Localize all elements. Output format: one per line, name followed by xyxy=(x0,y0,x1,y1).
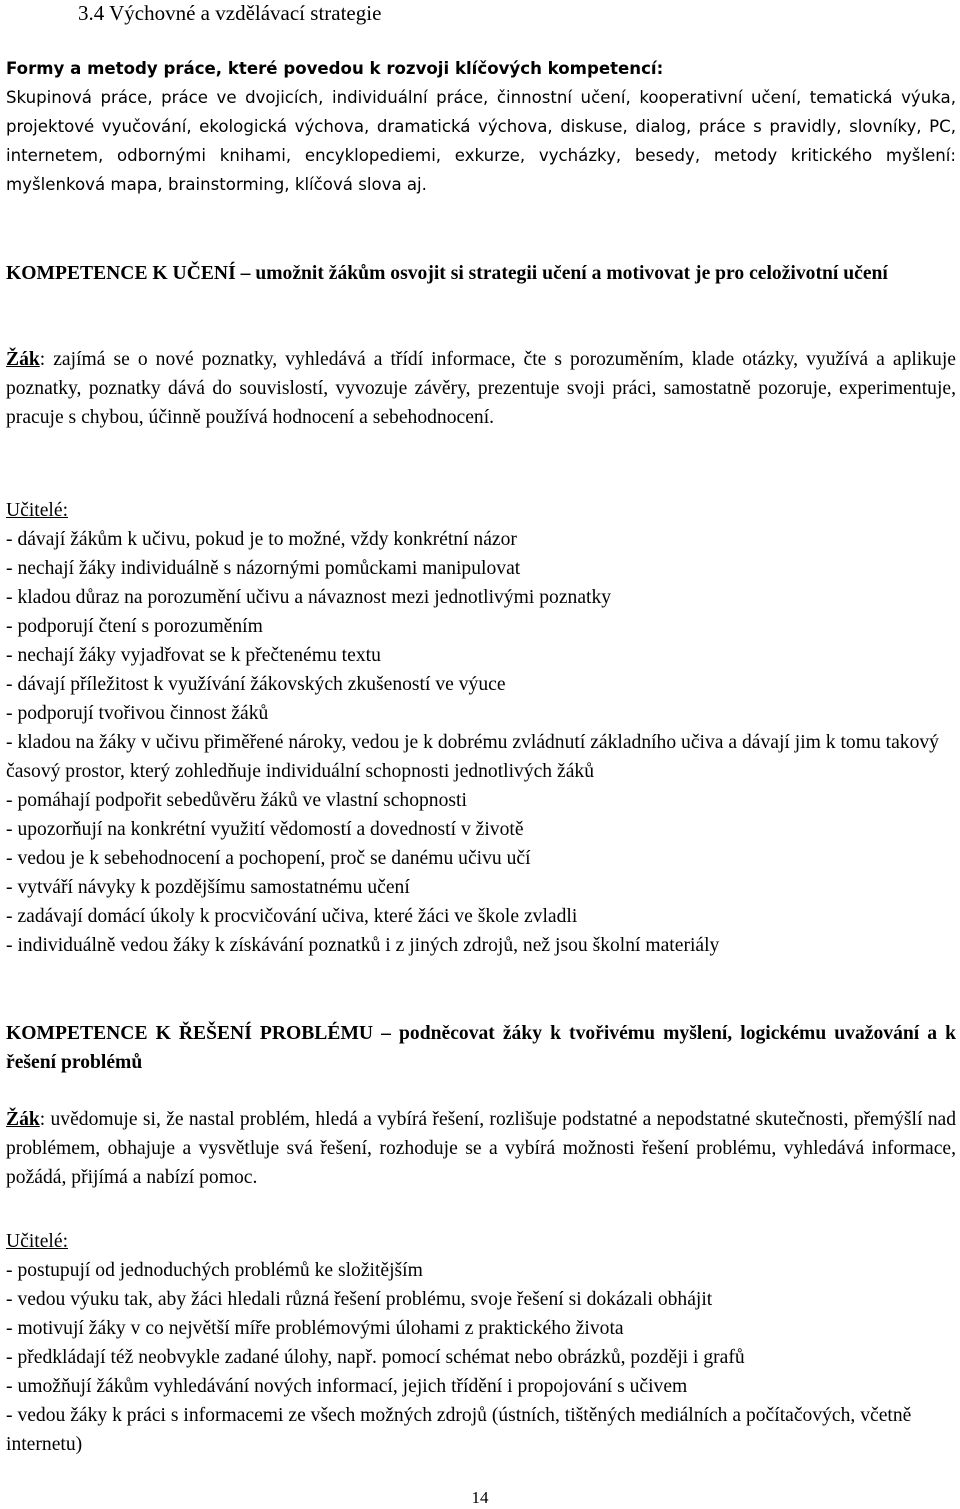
list-dash: - xyxy=(6,558,18,579)
list-dash: - xyxy=(6,674,18,695)
problems-competence-heading xyxy=(6,1019,956,1077)
problems-pupil-paragraph xyxy=(6,1105,956,1192)
list-item xyxy=(6,844,956,873)
list-dash: - xyxy=(6,1289,18,1310)
list-item-text: podporují čtení s porozuměním xyxy=(17,616,263,637)
list-item-text: umožňují žákům vyhledávání nových informací, jejich třídění i propojování s učivem xyxy=(17,1376,688,1397)
list-item-text: individuálně vedou žáky k získávání poznatků i z jiných zdrojů, než jsou školní materiály xyxy=(17,935,720,956)
list-dash: - xyxy=(6,587,18,608)
page-number: 14 xyxy=(471,1488,489,1507)
learning-pupil-paragraph xyxy=(6,345,956,432)
list-dash: - xyxy=(6,1347,18,1368)
list-item-text: kladou na žáky v učivu přiměřené nároky, vedou je k dobrému zvládnutí základního učiva a dávají jim k tomu takový časový prostor, který zohledňuje individuální schopnosti jednotlivých žáků xyxy=(6,732,939,782)
list-dash: - xyxy=(6,529,18,550)
learning-competence-goal: umožnit žákům osvojit si strategii učení a motivovat je pro celoživotní učení xyxy=(255,263,888,284)
learning-pupil-label: Žák xyxy=(6,349,40,370)
list-item-text: motivují žáky v co největší míře problémovými úlohami z praktického života xyxy=(17,1318,624,1339)
forms-paragraph xyxy=(6,54,956,199)
problems-teachers-label: Učitelé: xyxy=(6,1231,69,1252)
list-item xyxy=(6,1372,956,1401)
learning-dash: – xyxy=(240,263,256,284)
learning-pupil-text: : zajímá se o nové poznatky, vyhledává a třídí informace, čte s porozuměním, klade otázky, využívá a aplikuje poznatky, poznatky dává do souvislostí, vyvozuje závěry, prezentuje svoji práci, samostatně pozoruje, experimentuje, pracuje s chybou, účinně používá hodnocení a sebehodnocení. xyxy=(6,349,956,428)
list-dash: - xyxy=(6,616,18,637)
list-item xyxy=(6,1256,956,1285)
list-dash: - xyxy=(6,790,18,811)
list-dash: - xyxy=(6,848,18,869)
list-item xyxy=(6,1343,956,1372)
list-item-text: pomáhají podpořit sebedůvěru žáků ve vlastní schopnosti xyxy=(17,790,467,811)
list-item-text: vytváří návyky k pozdějšímu samostatnému učení xyxy=(17,877,410,898)
list-item-text: vedou žáky k práci s informacemi ze všech možných zdrojů (ústních, tištěných mediálních a počítačových, včetně internetu) xyxy=(6,1405,912,1455)
problems-pupil-text: : uvědomuje si, že nastal problém, hledá a vybírá řešení, rozlišuje podstatné a nepodstatné skutečnosti, přemýšlí nad problémem, obhajuje a vysvětluje svá řešení, rozhoduje se a vybírá možnosti řešení problému, vyhledává informace, požádá, přijímá a nabízí pomoc. xyxy=(6,1109,956,1188)
list-item xyxy=(6,554,956,583)
forms-subheading: Formy a metody práce, které povedou k rozvoji klíčových kompetencí: xyxy=(6,59,664,78)
list-item xyxy=(6,786,956,815)
list-dash: - xyxy=(6,1405,18,1426)
list-item xyxy=(6,670,956,699)
list-item xyxy=(6,1285,956,1314)
list-dash: - xyxy=(6,906,18,927)
learning-competence-heading xyxy=(6,259,956,288)
list-item xyxy=(6,641,956,670)
forms-text: Skupinová práce, práce ve dvojicích, individuální práce, činnostní učení, kooperativní učení, tematická výuka, projektové vyučování, ekologická výchova, dramatická výchova, diskuse, dialog, práce s pravidly, slovníky, PC, internetem, odbornými knihami, encyklopediemi, exkurze, vycházky, besedy, metody kritického myšlení: myšlenková mapa, brainstorming, klíčová slova aj. xyxy=(6,88,956,194)
list-item xyxy=(6,1401,956,1459)
section-heading: 3.4 Výchovné a vzdělávací strategie xyxy=(78,1,382,25)
learning-teachers-label: Učitelé: xyxy=(6,500,69,521)
list-item xyxy=(6,612,956,641)
list-item-text: nechají žáky individuálně s názornými pomůckami manipulovat xyxy=(17,558,521,579)
list-item-text: postupují od jednoduchých problémů ke složitějším xyxy=(17,1260,423,1281)
problems-competence-goal: podněcovat žáky k tvořivému myšlení, logickému uvažování a k řešení problémů xyxy=(6,1023,957,1073)
list-dash: - xyxy=(6,819,18,840)
learning-competence-title: KOMPETENCE K UČENÍ xyxy=(6,263,236,284)
list-item-text: podporují tvořivou činnost žáků xyxy=(17,703,269,724)
list-item-text: nechají žáky vyjadřovat se k přečtenému textu xyxy=(17,645,381,666)
list-item xyxy=(6,873,956,902)
list-item-text: zadávají domácí úkoly k procvičování učiva, které žáci ve škole zvladli xyxy=(17,906,578,927)
learning-teachers-list xyxy=(6,525,956,960)
list-dash: - xyxy=(6,935,18,956)
list-dash: - xyxy=(6,703,18,724)
list-item xyxy=(6,815,956,844)
list-item xyxy=(6,525,956,554)
list-item-text: kladou důraz na porozumění učivu a návaznost mezi jednotlivými poznatky xyxy=(17,587,612,608)
list-item xyxy=(6,728,956,786)
list-dash: - xyxy=(6,1260,18,1281)
problems-competence-title: KOMPETENCE K ŘEŠENÍ PROBLÉMU xyxy=(6,1023,374,1044)
list-item xyxy=(6,931,956,960)
list-item xyxy=(6,1314,956,1343)
problems-dash: – xyxy=(381,1023,400,1044)
problems-pupil-label: Žák xyxy=(6,1109,40,1130)
list-item xyxy=(6,902,956,931)
problems-teachers-list xyxy=(6,1256,956,1459)
list-dash: - xyxy=(6,1376,18,1397)
list-dash: - xyxy=(6,1318,18,1339)
list-item-text: dávají žákům k učivu, pokud je to možné, vždy konkrétní názor xyxy=(17,529,517,550)
list-dash: - xyxy=(6,732,18,753)
list-item-text: vedou výuku tak, aby žáci hledali různá řešení problému, svoje řešení si dokázali obhájit xyxy=(17,1289,713,1310)
list-item-text: upozorňují na konkrétní využití vědomostí a dovedností v životě xyxy=(17,819,524,840)
list-dash: - xyxy=(6,877,18,898)
list-dash: - xyxy=(6,645,18,666)
list-item xyxy=(6,699,956,728)
list-item xyxy=(6,583,956,612)
list-item-text: dávají příležitost k využívání žákovských zkušeností ve výuce xyxy=(17,674,506,695)
list-item-text: předkládají též neobvykle zadané úlohy, např. pomocí schémat nebo obrázků, později i grafů xyxy=(17,1347,745,1368)
list-item-text: vedou je k sebehodnocení a pochopení, proč se danému učivu učí xyxy=(17,848,531,869)
